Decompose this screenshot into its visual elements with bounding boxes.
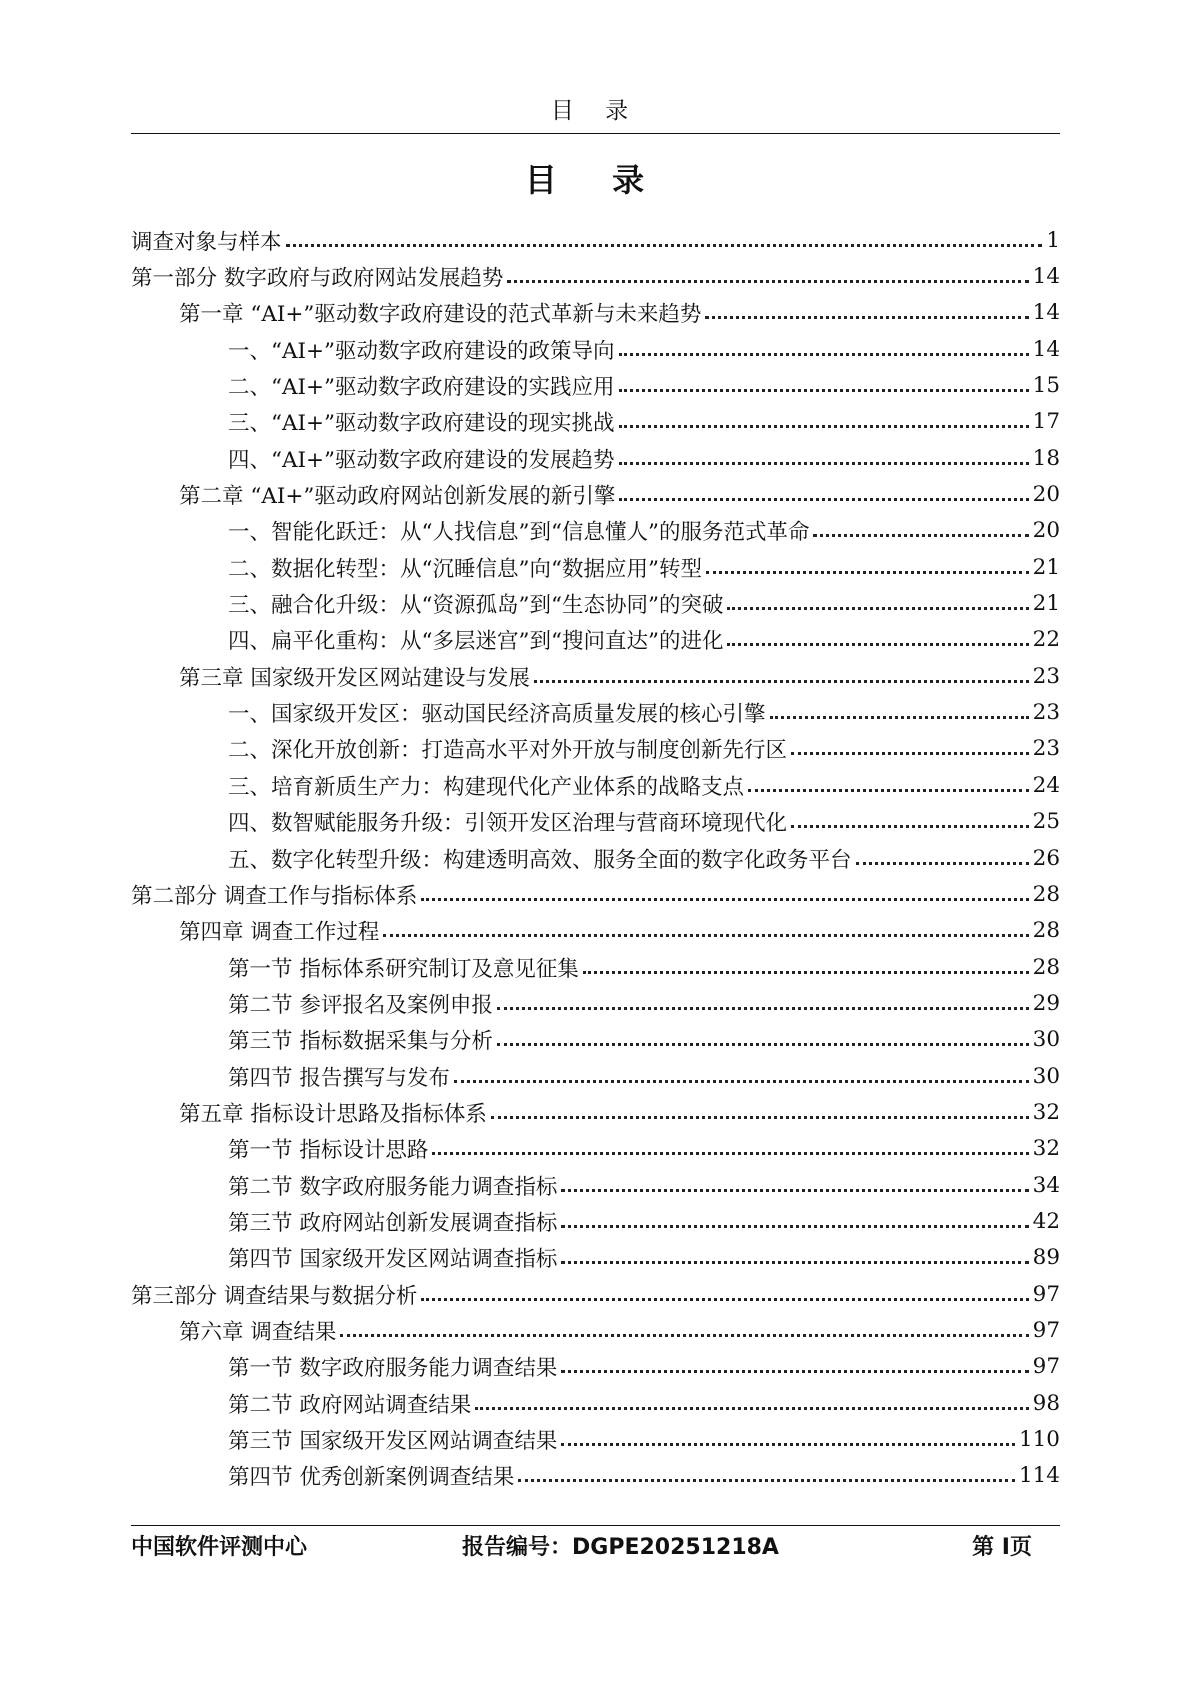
toc-entry-title: 二、数据化转型：从“沉睡信息”向“数据应用”转型 xyxy=(228,556,702,582)
toc-entry-page-number: 30 xyxy=(1032,1027,1060,1053)
toc-entry-title: 四、“AI+”驱动数字政府建设的发展趋势 xyxy=(228,447,615,473)
toc-entry-title: 第一部分 数字政府与政府网站发展趋势 xyxy=(131,266,504,292)
toc-entry[interactable] xyxy=(131,622,1060,658)
toc-dot-leader xyxy=(748,789,1029,792)
toc-dot-leader xyxy=(421,898,1028,901)
page-title: 目 录 xyxy=(524,161,667,199)
toc-entry[interactable] xyxy=(131,331,1060,367)
footer-report-number: 报告编号：DGPE20251218A xyxy=(462,1535,779,1560)
toc-entry-page-number: 30 xyxy=(1032,1063,1060,1089)
footer-rule xyxy=(131,1525,1060,1526)
toc-entry[interactable] xyxy=(131,731,1060,767)
toc-dot-leader xyxy=(561,1370,1028,1373)
toc-dot-leader xyxy=(432,1152,1028,1155)
toc-entry[interactable] xyxy=(131,585,1060,621)
toc-entry[interactable] xyxy=(131,840,1060,876)
toc-entry-page-number: 28 xyxy=(1032,918,1060,944)
toc-entry[interactable] xyxy=(131,985,1060,1021)
toc-entry[interactable] xyxy=(131,222,1060,258)
toc-dot-leader xyxy=(491,1116,1029,1119)
toc-entry-page-number: 17 xyxy=(1032,409,1060,435)
toc-entry-page-number: 42 xyxy=(1032,1208,1060,1234)
toc-entry-page-number: 28 xyxy=(1032,954,1060,980)
toc-entry-title: 第四节 国家级开发区网站调查指标 xyxy=(228,1247,558,1273)
toc-entry[interactable] xyxy=(131,949,1060,985)
toc-dot-leader xyxy=(706,571,1029,574)
toc-entry-page-number: 32 xyxy=(1032,1099,1060,1125)
toc-entry-page-number: 28 xyxy=(1032,881,1060,907)
toc-entry[interactable] xyxy=(131,476,1060,512)
toc-entry-page-number: 29 xyxy=(1032,990,1060,1016)
toc-entry-title: 一、国家级开发区：驱动国民经济高质量发展的核心引擎 xyxy=(228,702,766,728)
toc-entry[interactable] xyxy=(131,549,1060,585)
toc-entry[interactable] xyxy=(131,694,1060,730)
toc-entry-title: 四、扁平化重构：从“多层迷宫”到“搜问直达”的进化 xyxy=(228,629,724,655)
toc-dot-leader xyxy=(286,244,1043,247)
toc-entry-title: 二、深化开放创新：打造高水平对外开放与制度创新先行区 xyxy=(228,738,788,764)
toc-entry[interactable] xyxy=(131,1240,1060,1276)
footer-page-number: 第 I页 xyxy=(972,1535,1032,1560)
toc-entry-title: 第一节 数字政府服务能力调查结果 xyxy=(228,1356,558,1382)
toc-entry[interactable] xyxy=(131,658,1060,694)
toc-entry-title: 第二部分 调查工作与指标体系 xyxy=(131,883,418,909)
toc-entry[interactable] xyxy=(131,804,1060,840)
toc-entry-page-number: 97 xyxy=(1032,1354,1060,1380)
toc-dot-leader xyxy=(619,498,1028,501)
toc-entry[interactable] xyxy=(131,404,1060,440)
toc-entry-page-number: 20 xyxy=(1032,482,1060,508)
toc-dot-leader xyxy=(561,1189,1028,1192)
toc-entry[interactable] xyxy=(131,367,1060,403)
toc-entry-page-number: 110 xyxy=(1018,1427,1060,1453)
toc-entry-page-number: 21 xyxy=(1032,591,1060,617)
toc-entry-title: 第四节 优秀创新案例调查结果 xyxy=(228,1465,515,1491)
toc-entry-page-number: 1 xyxy=(1046,227,1060,253)
toc-dot-leader xyxy=(619,462,1029,465)
toc-entry-page-number: 25 xyxy=(1032,809,1060,835)
toc-entry-page-number: 23 xyxy=(1032,736,1060,762)
footer-organization: 中国软件评测中心 xyxy=(131,1535,308,1560)
toc-entry-title: 第三部分 调查结果与数据分析 xyxy=(131,1283,418,1309)
toc-entry[interactable] xyxy=(131,1203,1060,1239)
toc-entry-page-number: 97 xyxy=(1032,1281,1060,1307)
toc-entry[interactable] xyxy=(131,1058,1060,1094)
toc-dot-leader xyxy=(340,1334,1028,1337)
toc-entry[interactable] xyxy=(131,295,1060,331)
footer xyxy=(131,1531,1060,1565)
toc-entry-title: 三、融合化升级：从“资源孤岛”到“生态协同”的突破 xyxy=(228,593,724,619)
toc-entry-page-number: 20 xyxy=(1032,518,1060,544)
toc-entry[interactable] xyxy=(131,1421,1060,1457)
toc-dot-leader xyxy=(534,680,1029,683)
toc-entry-title: 第五章 指标设计思路及指标体系 xyxy=(179,1101,487,1127)
toc-entry-page-number: 26 xyxy=(1032,845,1060,871)
toc-entry[interactable] xyxy=(131,1131,1060,1167)
toc-entry-title: 一、智能化跃迁：从“人找信息”到“信息懂人”的服务范式革命 xyxy=(228,520,810,546)
toc-entry[interactable] xyxy=(131,258,1060,294)
toc-dot-leader xyxy=(727,607,1028,610)
toc-entry-page-number: 98 xyxy=(1032,1390,1060,1416)
toc-entry[interactable] xyxy=(131,1385,1060,1421)
toc-entry-title: 第四节 报告撰写与发布 xyxy=(228,1065,450,1091)
toc-dot-leader xyxy=(561,1443,1015,1446)
toc-entry-title: 第二节 数字政府服务能力调查指标 xyxy=(228,1174,558,1200)
toc-dot-leader xyxy=(619,389,1029,392)
toc-entry-title: 第二节 政府网站调查结果 xyxy=(228,1392,472,1418)
toc-dot-leader xyxy=(475,1407,1028,1410)
toc-entry-title: 四、数智赋能服务升级：引领开发区治理与营商环境现代化 xyxy=(228,811,788,837)
toc-entry-title: 第二节 参评报名及案例申报 xyxy=(228,992,493,1018)
toc-entry-title: 第一章 “AI+”驱动数字政府建设的范式革新与未来趋势 xyxy=(179,302,702,328)
toc-dot-leader xyxy=(561,1261,1028,1264)
toc-entry-page-number: 32 xyxy=(1032,1136,1060,1162)
toc-entry-title: 第三节 政府网站创新发展调查指标 xyxy=(228,1210,558,1236)
toc-dot-leader xyxy=(561,1225,1028,1228)
toc-dot-leader xyxy=(383,934,1028,937)
toc-entry[interactable] xyxy=(131,913,1060,949)
toc-entry[interactable] xyxy=(131,1167,1060,1203)
toc-entry-title: 第三节 国家级开发区网站调查结果 xyxy=(228,1429,558,1455)
toc-entry-title: 第三节 指标数据采集与分析 xyxy=(228,1029,493,1055)
toc-entry[interactable] xyxy=(131,513,1060,549)
toc-entry[interactable] xyxy=(131,440,1060,476)
toc-entry-title: 第三章 国家级开发区网站建设与发展 xyxy=(179,665,530,691)
toc-entry[interactable] xyxy=(131,767,1060,803)
toc-entry-page-number: 34 xyxy=(1032,1172,1060,1198)
toc-entry[interactable] xyxy=(131,1312,1060,1348)
table-of-contents xyxy=(131,222,1060,1494)
toc-entry-title: 三、培育新质生产力：构建现代化产业体系的战略支点 xyxy=(228,774,745,800)
toc-entry-page-number: 23 xyxy=(1032,663,1060,689)
toc-dot-leader xyxy=(619,353,1029,356)
toc-dot-leader xyxy=(497,1007,1029,1010)
toc-entry-title: 第二章 “AI+”驱动政府网站创新发展的新引擎 xyxy=(179,484,616,510)
toc-entry[interactable] xyxy=(131,876,1060,912)
toc-dot-leader xyxy=(770,716,1029,719)
running-header-title: 目 录 xyxy=(550,98,641,124)
toc-dot-leader xyxy=(791,752,1029,755)
header-rule xyxy=(131,133,1060,134)
toc-entry-page-number: 14 xyxy=(1032,336,1060,362)
toc-entry-page-number: 23 xyxy=(1032,700,1060,726)
toc-dot-leader xyxy=(518,1479,1015,1482)
toc-entry-page-number: 97 xyxy=(1032,1317,1060,1343)
toc-dot-leader xyxy=(497,1043,1029,1046)
toc-entry-title: 五、数字化转型升级：构建透明高效、服务全面的数字化政务平台 xyxy=(228,847,852,873)
toc-dot-leader xyxy=(507,280,1028,283)
toc-entry[interactable] xyxy=(131,1349,1060,1385)
toc-dot-leader xyxy=(813,534,1028,537)
toc-entry-page-number: 15 xyxy=(1032,373,1060,399)
toc-dot-leader xyxy=(727,643,1028,646)
toc-dot-leader xyxy=(856,862,1029,865)
toc-entry-page-number: 114 xyxy=(1018,1463,1060,1489)
toc-entry-title: 三、“AI+”驱动数字政府建设的现实挑战 xyxy=(228,411,615,437)
toc-dot-leader xyxy=(791,825,1029,828)
toc-entry-title: 第六章 调查结果 xyxy=(179,1319,337,1345)
toc-dot-leader xyxy=(421,1298,1028,1301)
toc-entry[interactable] xyxy=(131,1458,1060,1494)
toc-entry-page-number: 22 xyxy=(1032,627,1060,653)
toc-entry-title: 第一节 指标体系研究制订及意见征集 xyxy=(228,956,579,982)
toc-entry-page-number: 18 xyxy=(1032,445,1060,471)
toc-dot-leader xyxy=(454,1080,1029,1083)
toc-dot-leader xyxy=(705,316,1028,319)
toc-entry-page-number: 14 xyxy=(1032,300,1060,326)
toc-dot-leader xyxy=(583,971,1029,974)
toc-dot-leader xyxy=(619,425,1029,428)
toc-entry-title: 调查对象与样本 xyxy=(131,229,282,255)
toc-entry[interactable] xyxy=(131,1094,1060,1130)
toc-entry-page-number: 24 xyxy=(1032,772,1060,798)
toc-entry-page-number: 89 xyxy=(1032,1245,1060,1271)
toc-entry-title: 二、“AI+”驱动数字政府建设的实践应用 xyxy=(228,375,615,401)
toc-entry[interactable] xyxy=(131,1276,1060,1312)
toc-entry-page-number: 21 xyxy=(1032,554,1060,580)
toc-entry-title: 一、“AI+”驱动数字政府建设的政策导向 xyxy=(228,338,615,364)
toc-entry-title: 第四章 调查工作过程 xyxy=(179,920,380,946)
toc-entry-title: 第一节 指标设计思路 xyxy=(228,1138,429,1164)
toc-entry[interactable] xyxy=(131,1022,1060,1058)
toc-entry-page-number: 14 xyxy=(1032,264,1060,290)
